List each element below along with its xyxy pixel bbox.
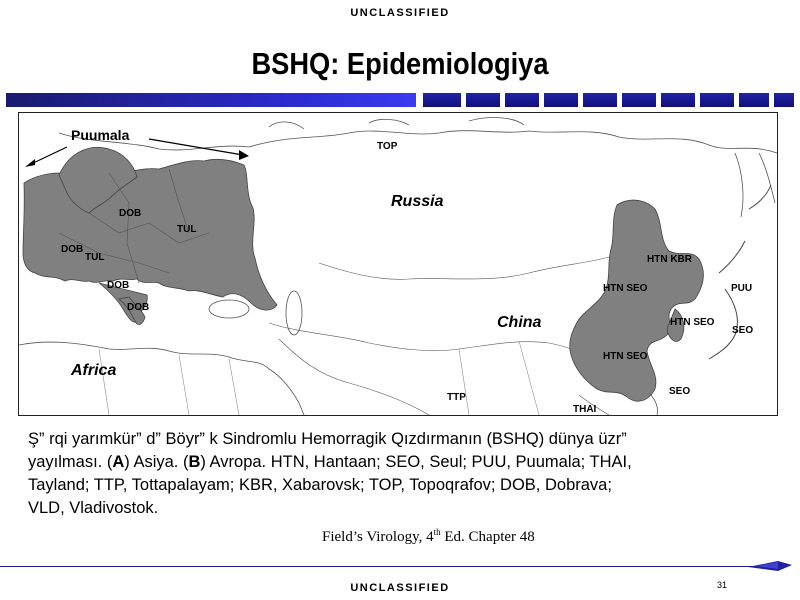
caption-label-b: B xyxy=(188,453,201,471)
label-dob-3: DOB xyxy=(107,280,130,291)
africa-coastline xyxy=(19,342,269,369)
page-number: 31 xyxy=(717,580,728,590)
puumala-arrow-right xyxy=(149,139,243,155)
slide-title: BSHQ: Epidemiologiya xyxy=(251,46,549,81)
label-puumala: Puumala xyxy=(71,127,130,143)
label-dob-1: DOB xyxy=(119,208,142,219)
footer-divider-line xyxy=(0,566,760,567)
bottom-classification-banner: UNCLASSIFIED xyxy=(350,582,450,594)
top-classification-banner: UNCLASSIFIED xyxy=(350,7,450,19)
label-russia: Russia xyxy=(391,193,444,210)
caption-label-a: A xyxy=(112,453,125,471)
caption-line-3: Tayland; TTP, Tottapalayam; KBR, Xabarovsk; TOP, Topoqrafov; DOB, Dobrava; xyxy=(28,476,612,494)
label-htn-seo-1: HTN SEO xyxy=(603,283,648,294)
label-puu: PUU xyxy=(731,283,753,294)
label-top: TOP xyxy=(377,141,398,152)
label-htn-seo-2: HTN SEO xyxy=(670,317,715,328)
label-htn-seo-3: HTN SEO xyxy=(603,351,648,362)
label-africa: Africa xyxy=(71,362,117,379)
title-underline-bar xyxy=(6,93,794,107)
label-tul-1: TUL xyxy=(177,224,197,235)
label-tul-2: TUL xyxy=(85,252,105,263)
source-citation: Field’s Virology, 4th Ed. Chapter 48 xyxy=(322,527,535,545)
footer-arrow-icon xyxy=(748,555,792,575)
label-dob-2: DOB xyxy=(61,244,84,255)
caption-line-1: Ş” rqi yarımkür” d” Böyr” k Sindromlu Hemorragik Qızdırmanın (BSHQ) dünya üzr” xyxy=(28,430,627,448)
east-asia-endemic-region xyxy=(570,200,704,401)
label-thai: THAI xyxy=(573,404,597,415)
label-china: China xyxy=(497,314,542,331)
label-seo-1: SEO xyxy=(732,325,754,336)
label-dob-4: DOB xyxy=(127,302,150,313)
caption-line-2: yayılması. (A) Asiya. (B) Avropa. HTN, Hantaan; SEO, Seul; PUU, Puumala; THAI, xyxy=(28,453,632,471)
hfrs-distribution-map xyxy=(18,112,778,416)
label-htn-kbr: HTN KBR xyxy=(647,254,692,265)
japan-outline xyxy=(709,241,745,359)
europe-endemic-region xyxy=(23,159,277,310)
label-ttp: TTP xyxy=(447,392,466,403)
caption-line-4: VLD, Vladivostok. xyxy=(28,499,159,517)
label-seo-2: SEO xyxy=(669,386,691,397)
figure-caption xyxy=(28,428,778,520)
